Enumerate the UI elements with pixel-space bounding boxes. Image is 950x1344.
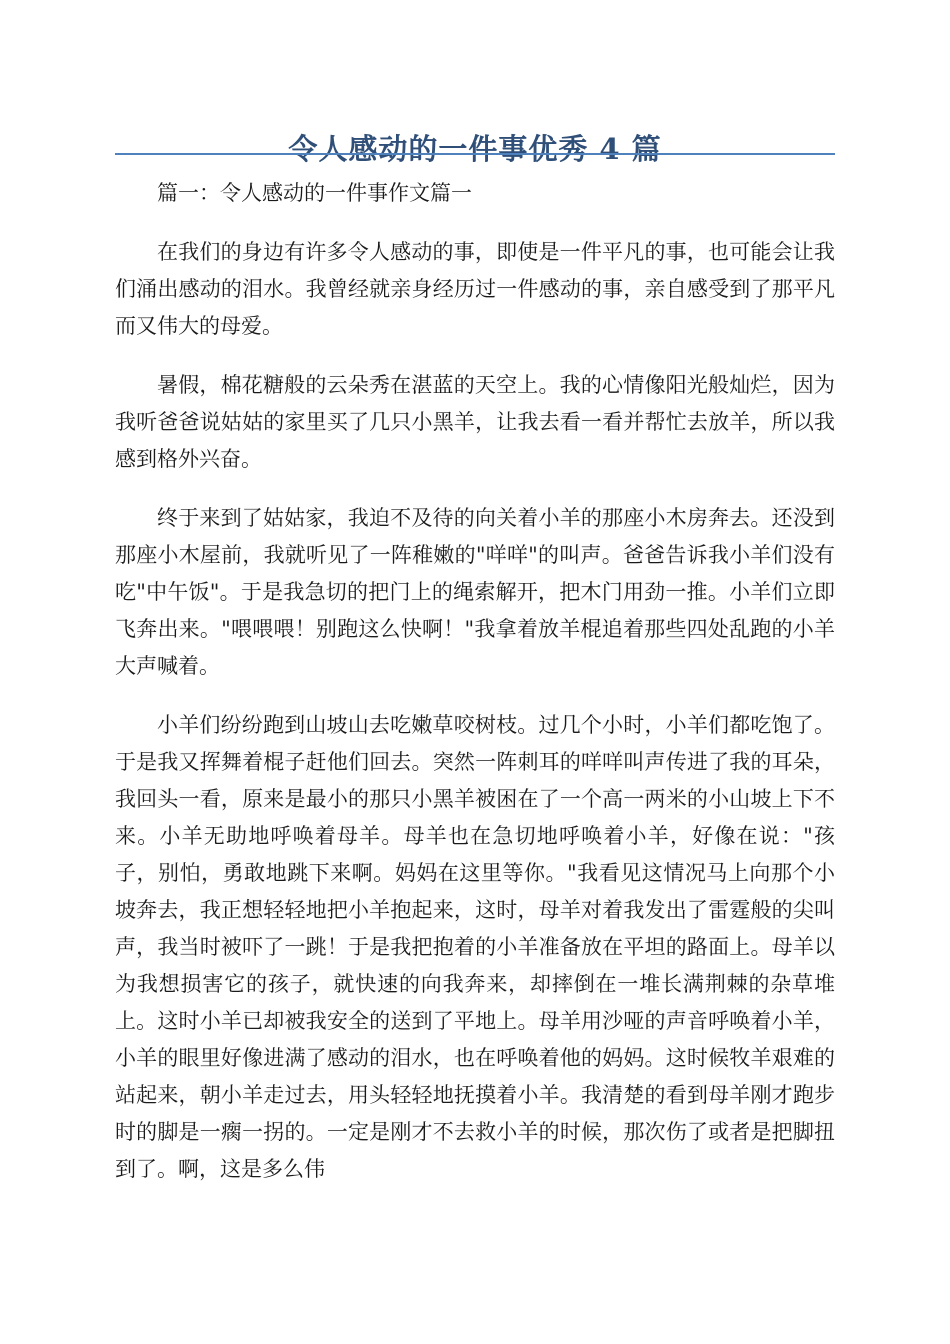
paragraph-3: 终于来到了姑姑家，我迫不及待的向关着小羊的那座小木房奔去。还没到那座小木屋前，我就听见了一阵稚嫩的"咩咩"的叫声。爸爸告诉我小羊们没有吃"中午饭"。于是我急切的把门上的绳索解开，把木门用劲一推。小羊们立即飞奔出来。"喂喂喂！别跑这么快啊！"我拿着放羊棍追着那些四处乱跑的小羊大声喊着。 <box>115 506 835 678</box>
section-heading: 篇一：令人感动的一件事作文篇一 <box>157 181 472 205</box>
document-body <box>115 175 835 1188</box>
title-underline <box>115 153 835 155</box>
document-title: 令人感动的一件事优秀 4 篇 <box>288 132 662 167</box>
paragraph-4: 小羊们纷纷跑到山坡山去吃嫩草咬树枝。过几个小时，小羊们都吃饱了。于是我又挥舞着棍子赶他们回去。突然一阵刺耳的咩咩叫声传进了我的耳朵，我回头一看，原来是最小的那只小黑羊被困在了一个高一两米的小山坡上下不来。小羊无助地呼唤着母羊。母羊也在急切地呼唤着小羊，好像在说："孩子，别怕，勇敢地跳下来啊。妈妈在这里等你。"我看见这情况马上向那个小坡奔去，我正想轻轻地把小羊抱起来，这时，母羊对着我发出了雷霆般的尖叫声，我当时被吓了一跳！于是我把抱着的小羊准备放在平坦的路面上。母羊以为我想损害它的孩子，就快速的向我奔来，却摔倒在一堆长满荆棘的杂草堆上。这时小羊已却被我安全的送到了平地上。母羊用沙哑的声音呼唤着小羊，小羊的眼里好像进满了感动的泪水，也在呼唤着他的妈妈。这时候牧羊艰难的站起来，朝小羊走过去，用头轻轻地抚摸着小羊。我清楚的看到母羊刚才跑步时的脚是一瘸一拐的。一定是刚才不去救小羊的时候，那次伤了或者是把脚扭到了。啊，这是多么伟 <box>115 713 835 1181</box>
paragraph-2: 暑假，棉花糖般的云朵秀在湛蓝的天空上。我的心情像阳光般灿烂，因为我听爸爸说姑姑的家里买了几只小黑羊，让我去看一看并帮忙去放羊，所以我感到格外兴奋。 <box>115 373 835 471</box>
paragraph-1: 在我们的身边有许多令人感动的事，即使是一件平凡的事，也可能会让我们涌出感动的泪水。我曾经就亲身经历过一件感动的事，亲自感受到了那平凡而又伟大的母爱。 <box>115 240 835 338</box>
